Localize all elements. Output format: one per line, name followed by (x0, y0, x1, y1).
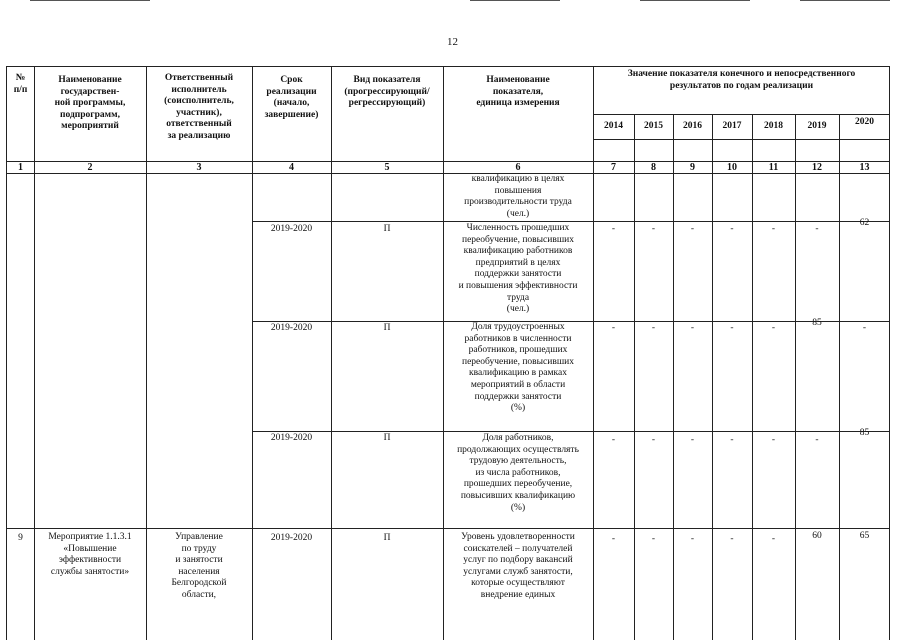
value-2016: - (690, 323, 695, 333)
year-2016: 2016 (683, 121, 702, 131)
term-cell: 2019-2020 (270, 323, 313, 333)
year-2015: 2015 (644, 121, 663, 131)
value-2018: - (771, 534, 776, 544)
value-2017: - (730, 435, 734, 445)
col-num-9: 9 (690, 162, 695, 173)
value-2019: 60 (812, 531, 822, 541)
value-2018: - (771, 224, 776, 234)
indicator-type-cell: П (383, 323, 391, 333)
indicator-type-cell: П (383, 433, 391, 443)
col-num-8: 8 (651, 162, 656, 173)
value-2016: - (690, 435, 695, 445)
indicator-name: Численность прошедших переобучение, повысивших квалификацию работников предприятий в целях поддержки занятости и повышения эффективности труда (чел.) (458, 223, 578, 315)
col-num-13: 13 (859, 162, 870, 173)
value-2018: - (771, 323, 776, 333)
term-cell: 2019-2020 (270, 433, 313, 443)
col-num-4: 4 (289, 162, 294, 173)
indicator-name: Уровень удовлетворенности соискателей – получателей услуг по подбору вакансий услугами служб занятости, которые осуществляют внедрение единых (461, 532, 575, 600)
year-2019: 2019 (807, 121, 827, 131)
value-2020: 85 (859, 428, 870, 438)
value-2015: - (651, 534, 656, 544)
value-2020: - (862, 323, 867, 333)
value-2014: - (611, 224, 616, 234)
year-2014: 2014 (604, 121, 623, 131)
value-2015: - (651, 323, 656, 333)
term-cell: 2019-2020 (270, 533, 313, 543)
header-values-title: Значение показателя конечного и непосредственного результатов по годам реализации (627, 69, 856, 91)
value-2018: - (771, 435, 776, 445)
col-num-6: 6 (515, 162, 521, 173)
col-num-1: 1 (18, 162, 23, 173)
value-2016: - (690, 534, 695, 544)
indicator-name: Доля трудоустроенных работников в численности работников, прошедших переобучение, повысивших квалификацию в рамках мероприятий в области поддержки занятости (%) (461, 322, 574, 414)
year-2018: 2018 (764, 121, 783, 131)
year-2020: 2020 (855, 117, 874, 127)
header-responsible: Ответственный исполнитель (соисполнитель, участник), ответственный за реализацию (164, 73, 234, 141)
value-2017: - (730, 224, 734, 234)
header-term: Срок реализации (начало, завершение) (264, 75, 319, 120)
header-number: № п/п (13, 73, 28, 95)
header-indicator-type: Вид показателя (прогрессирующий/ регрессирующий) (344, 75, 430, 109)
value-2016: - (690, 224, 695, 234)
col-num-7: 7 (611, 162, 616, 173)
value-2017: - (730, 534, 734, 544)
indicator-type-cell: П (383, 533, 391, 543)
page-number: 12 (447, 36, 458, 48)
col-num-11: 11 (768, 162, 779, 173)
year-2017: 2017 (722, 121, 742, 131)
value-2020: 62 (859, 218, 870, 228)
header-indicator-name: Наименование показателя, единица измерения (476, 75, 560, 109)
row-number: 9 (18, 533, 23, 543)
col-num-12: 12 (812, 162, 822, 173)
value-2014: - (611, 534, 616, 544)
indicator-name: Доля работников, продолжающих осуществлять трудовую деятельность, из числа работников, прошедших переобучение, повысивших квалификацию (%) (457, 433, 579, 513)
col-num-2: 2 (87, 162, 93, 173)
indicator-table (6, 66, 890, 640)
value-2019: - (815, 224, 819, 234)
value-2014: - (611, 435, 616, 445)
value-2017: - (730, 323, 734, 333)
value-2020: 65 (859, 531, 870, 541)
value-2015: - (651, 224, 656, 234)
term-cell: 2019-2020 (270, 224, 313, 234)
value-2015: - (651, 435, 656, 445)
col-num-3: 3 (196, 162, 202, 173)
header-program-name: Наименование государствен- ной программы, подпрограмм, мероприятий (54, 75, 126, 132)
activity-name: Мероприятие 1.1.3.1 «Повышение эффективности службы занятости» (48, 532, 132, 577)
value-2014: - (611, 323, 616, 333)
responsible-executor: Управление по труду и занятости населения Белгородской области, (171, 532, 227, 600)
value-2019: 85 (812, 318, 822, 328)
col-num-10: 10 (727, 162, 737, 173)
col-num-5: 5 (384, 162, 390, 173)
indicator-name: квалификацию в целях повышения производительности труда (чел.) (464, 174, 572, 219)
value-2019: - (815, 435, 819, 445)
indicator-type-cell: П (383, 224, 391, 234)
